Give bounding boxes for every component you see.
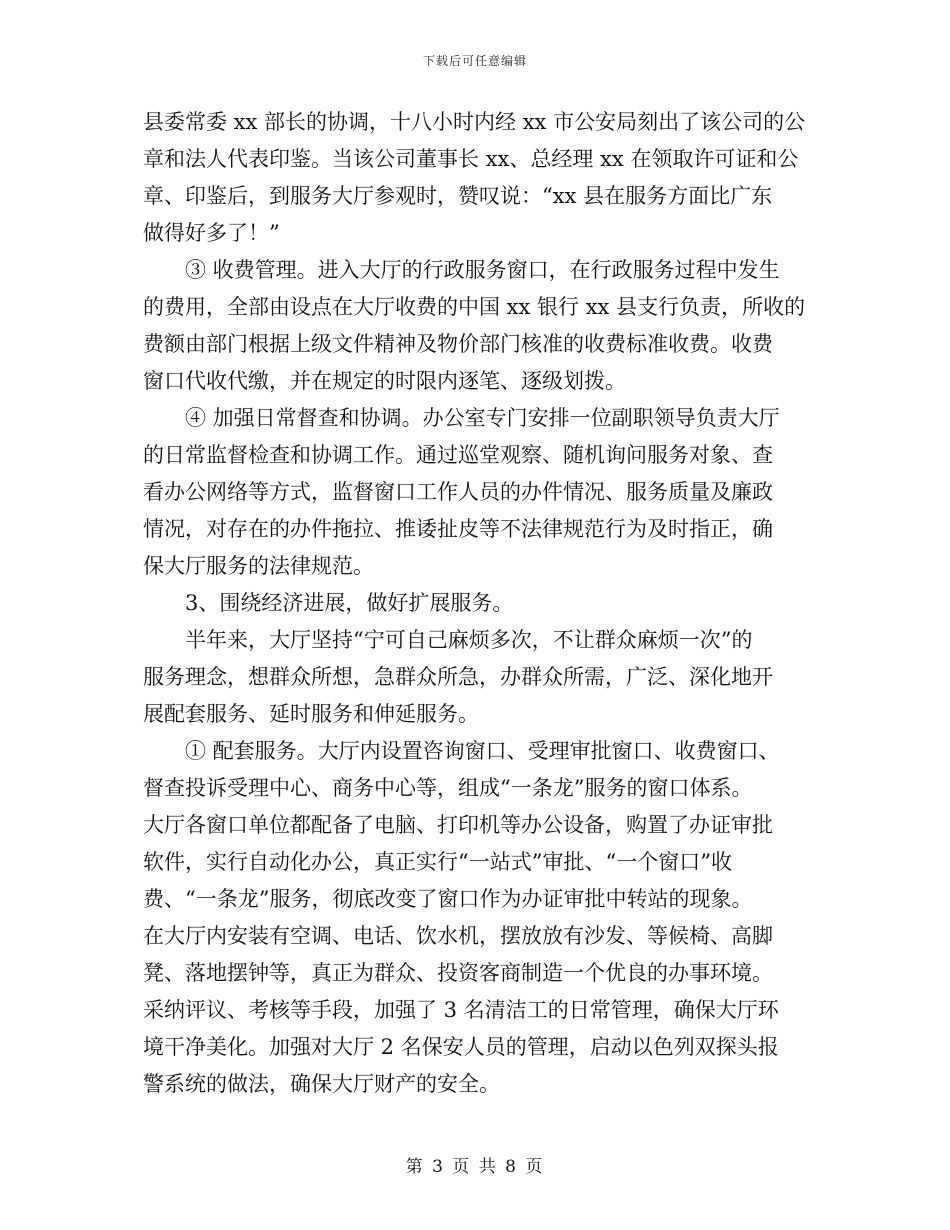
- text-line: 窗口代收代缴，并在规定的时限内逐笔、逐级划拨。: [143, 369, 626, 393]
- text-line: 章、印鉴后，到服务大厅参观时，赞叹说：“xx 县在服务方面比广东: [143, 184, 773, 208]
- text-line: ① 配套服务。大厅内设置咨询窗口、受理审批窗口、收费窗口、: [143, 739, 780, 763]
- document-body: [143, 104, 807, 1103]
- page-footer: 第 3 页 共 8 页: [405, 1157, 545, 1177]
- text-line: 采纳评议、考核等手段，加强了 3 名清洁工的日常管理，确保大厅环: [143, 998, 779, 1022]
- text-line: 警系统的做法，确保大厅财产的安全。: [143, 1072, 500, 1096]
- text-line: 费、“一条龙”服务，彻底改变了窗口作为办证审批中转站的现象。: [143, 887, 753, 911]
- text-line: 章和法人代表印鉴。当该公司董事长 xx、总经理 xx 在领取许可证和公: [143, 147, 799, 171]
- text-line: 半年来，大厅坚持“宁可自己麻烦多次，不让群众麻烦一次”的: [143, 628, 753, 652]
- text-line: 境干净美化。加强对大厅 2 名保安人员的管理，启动以色列双探头报: [143, 1035, 779, 1059]
- text-line: 在大厅内安装有空调、电话、饮水机，摆放放有沙发、等候椅、高脚: [143, 924, 773, 948]
- text-line: 凳、落地摆钟等，真正为群众、投资客商制造一个优良的办事环境。: [143, 961, 773, 985]
- text-line: 保大厅服务的法律规范。: [143, 554, 374, 578]
- text-line: ④ 加强日常督查和协调。办公室专门安排一位副职领导负责大厅: [143, 406, 780, 430]
- text-line: 3、围绕经济进展，做好扩展服务。: [143, 591, 514, 615]
- text-line: 的日常监督检查和协调工作。通过巡堂观察、随机询问服务对象、查: [143, 443, 773, 467]
- text-line: 督查投诉受理中心、商务中心等，组成“一条龙”服务的窗口体系。: [143, 776, 753, 800]
- text-line: 情况，对存在的办件拖拉、推诿扯皮等不法律规范行为及时指正，确: [143, 517, 773, 541]
- text-line: 县委常委 xx 部长的协调，十八小时内经 xx 市公安局刻出了该公司的公: [143, 110, 806, 134]
- text-line: 服务理念，想群众所想，急群众所急，办群众所需，广泛、深化地开: [143, 665, 773, 689]
- text-line: 大厅各窗口单位都配备了电脑、打印机等办公设备，购置了办证审批: [143, 813, 773, 837]
- text-line: 做得好多了！”: [143, 221, 280, 245]
- text-line: 的费用，全部由设点在大厅收费的中国 xx 银行 xx 县支行负责，所收的: [143, 295, 806, 319]
- text-line: 看办公网络等方式，监督窗口工作人员的办件情况、服务质量及廉政: [143, 480, 773, 504]
- text-line: 软件，实行自动化办公，真正实行“一站式”审批、“一个窗口”收: [143, 850, 732, 874]
- page-header: 下载后可任意编辑: [422, 54, 527, 68]
- text-line: 展配套服务、延时服务和伸延服务。: [143, 702, 479, 726]
- text-line: ③ 收费管理。进入大厅的行政服务窗口，在行政服务过程中发生: [143, 258, 780, 282]
- text-line: 费额由部门根据上级文件精神及物价部门核准的收费标准收费。收费: [143, 332, 773, 356]
